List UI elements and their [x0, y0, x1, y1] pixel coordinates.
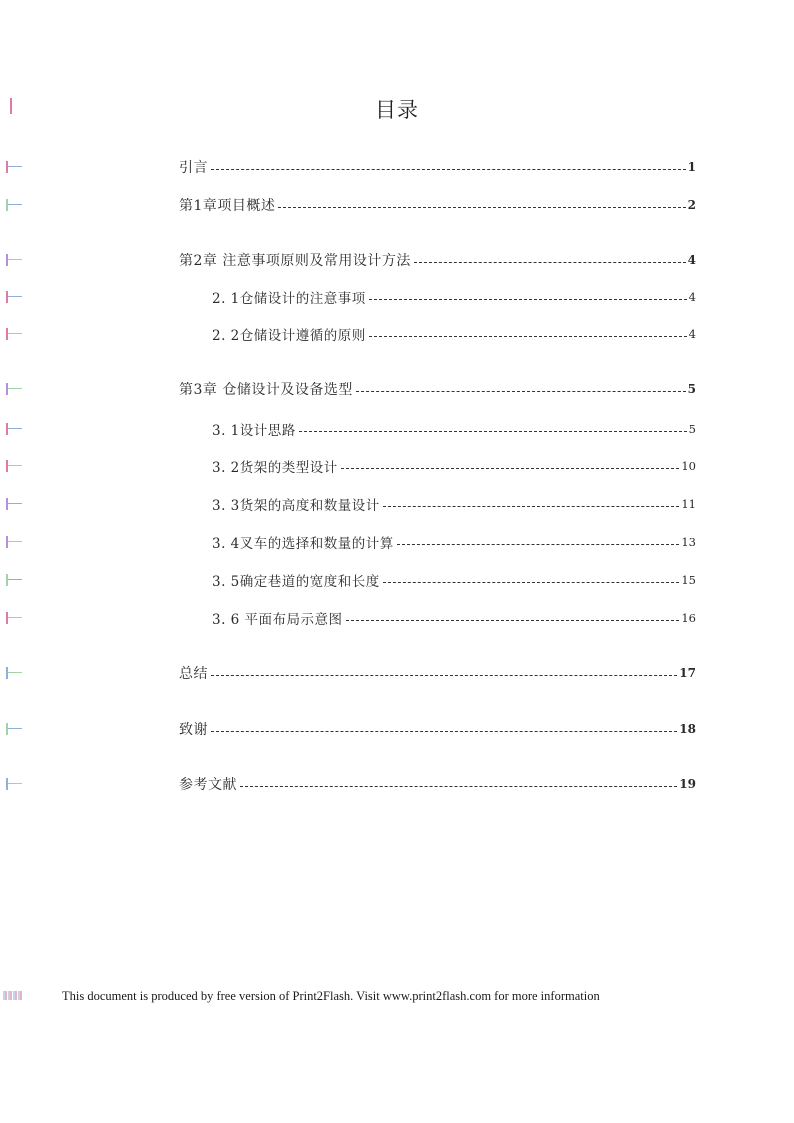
toc-leader-dots — [211, 730, 677, 732]
toc-entry-references[interactable] — [179, 773, 696, 795]
margin-marker — [4, 667, 24, 679]
toc-entry-label: 3. 1设计思路 — [212, 423, 296, 439]
toc-leader-dots — [299, 430, 687, 432]
toc-entry-2-2[interactable] — [212, 323, 696, 345]
toc-leader-dots — [397, 543, 680, 545]
toc-entry-page: 4 — [688, 327, 696, 341]
toc-entry-page: 13 — [681, 535, 696, 549]
toc-entry-label: 第3章 仓储设计及设备选型 — [179, 382, 353, 398]
toc-entry-page: 1 — [687, 160, 696, 174]
toc-entry-label: 3. 3货架的高度和数量设计 — [212, 498, 380, 514]
page-title: 目录 — [375, 98, 419, 122]
margin-marker — [4, 291, 24, 303]
toc-entry-3-6[interactable] — [212, 607, 696, 629]
toc-entry-label: 第1章项目概述 — [179, 198, 276, 214]
toc-leader-dots — [414, 261, 686, 263]
watermark-footer: This document is produced by free version of Print2Flash. Visit www.print2flash.com for more information — [62, 989, 600, 1003]
toc-entry-summary[interactable] — [179, 662, 696, 684]
toc-entry-3-1[interactable] — [212, 418, 696, 440]
toc-leader-dots — [369, 298, 687, 300]
toc-leader-dots — [346, 619, 680, 621]
toc-leader-dots — [211, 674, 677, 676]
toc-entry-label: 总结 — [179, 666, 208, 682]
toc-entry-label: 参考文献 — [179, 777, 237, 793]
toc-entry-label: 2. 1仓储设计的注意事项 — [212, 291, 366, 307]
toc-entry-page: 4 — [687, 253, 696, 267]
toc-entry-label: 3. 4叉车的选择和数量的计算 — [212, 536, 394, 552]
toc-entry-page: 17 — [679, 666, 696, 680]
toc-leader-dots — [240, 785, 677, 787]
toc-entry-page: 11 — [681, 497, 696, 511]
toc-entry-label: 引言 — [179, 160, 208, 176]
margin-marker — [4, 574, 24, 586]
toc-leader-dots — [356, 390, 686, 392]
toc-entry-page: 5 — [687, 382, 696, 396]
toc-entry-chapter-2[interactable] — [179, 249, 696, 271]
toc-entry-page: 4 — [688, 290, 696, 304]
toc-entry-page: 15 — [681, 573, 696, 587]
toc-entry-acknowledgements[interactable] — [179, 718, 696, 740]
footer-marker — [3, 991, 23, 1000]
toc-entry-page: 2 — [687, 198, 696, 212]
margin-marker — [4, 778, 24, 790]
toc-entry-label: 2. 2仓储设计遵循的原则 — [212, 328, 366, 344]
toc-entry-label: 3. 6 平面布局示意图 — [212, 612, 343, 628]
margin-marker — [4, 498, 24, 510]
margin-marker — [4, 460, 24, 472]
toc-entry-label: 3. 2货架的类型设计 — [212, 460, 338, 476]
toc-entry-2-1[interactable] — [212, 286, 696, 308]
toc-entry-page: 16 — [681, 611, 696, 625]
toc-entry-3-2[interactable] — [212, 455, 696, 477]
toc-leader-dots — [383, 505, 680, 507]
margin-marker — [4, 254, 24, 266]
margin-marker — [4, 161, 24, 173]
toc-entry-3-4[interactable] — [212, 531, 696, 553]
toc-leader-dots — [211, 168, 686, 170]
margin-marker — [4, 199, 24, 211]
toc-leader-dots — [383, 581, 680, 583]
toc-entry-3-3[interactable] — [212, 493, 696, 515]
margin-marker — [4, 612, 24, 624]
toc-entry-page: 10 — [681, 459, 696, 473]
margin-marker — [4, 328, 24, 340]
toc-leader-dots — [341, 467, 680, 469]
toc-entry-intro[interactable] — [179, 156, 696, 178]
margin-marker — [4, 383, 24, 395]
margin-marker — [4, 536, 24, 548]
toc-entry-page: 18 — [679, 722, 696, 736]
toc-entry-label: 致谢 — [179, 722, 208, 738]
toc-entry-label: 3. 5确定巷道的宽度和长度 — [212, 574, 380, 590]
toc-entry-page: 19 — [679, 777, 696, 791]
toc-leader-dots — [369, 335, 687, 337]
toc-entry-chapter-1[interactable] — [179, 194, 696, 216]
margin-marker — [4, 423, 24, 435]
toc-entry-page: 5 — [688, 422, 696, 436]
toc-entry-label: 第2章 注意事项原则及常用设计方法 — [179, 253, 411, 269]
toc-entry-chapter-3[interactable] — [179, 378, 696, 400]
toc-entry-3-5[interactable] — [212, 569, 696, 591]
margin-marker — [4, 723, 24, 735]
toc-leader-dots — [278, 206, 685, 208]
